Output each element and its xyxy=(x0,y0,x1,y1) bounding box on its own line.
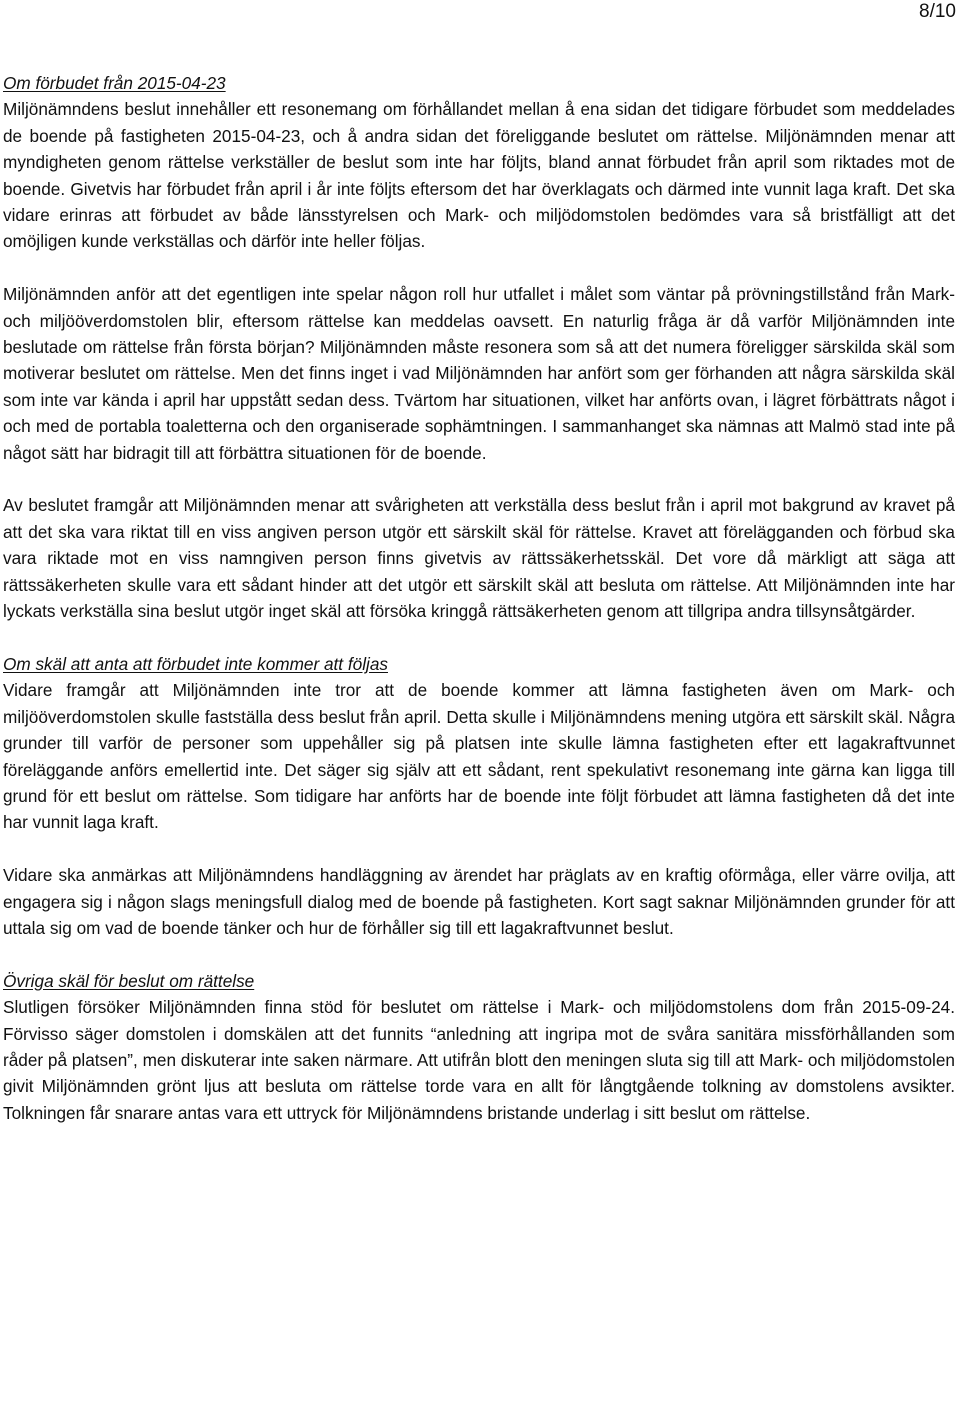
section-paragraph-block xyxy=(3,862,955,941)
section-heading: Om förbudet från 2015-04-23 xyxy=(3,73,226,93)
page-number: 8/10 xyxy=(919,1,956,22)
section-skal-att-anta xyxy=(3,651,955,836)
section-ovriga-skal xyxy=(3,968,955,1126)
section-heading: Övriga skäl för beslut om rättelse xyxy=(3,970,255,991)
section-paragraph: Slutligen försöker Miljönämnden finna stöd för beslutet om rättelse i Mark- och miljödomstolens dom från 2015-09-24. Förvisso säger domstolen i domskälen att det funnits “anledning att ingripa mot de svåra sanitära missförhållanden som råder på platsen”, men diskuterar inte saken närmare. Att utifrån blott den meningen sluta sig till att Mark- och miljödomstolen givit Miljönämnden grönt ljus att besluta om rättelse torde vara en allt för långtgående tolkning av domstolens avsikter. Tolkningen får snarare antas vara ett uttryck för Miljönämndens bristande underlag i sitt beslut om rättelse. xyxy=(3,997,955,1123)
section-paragraph: Av beslutet framgår att Miljönämnden menar att svårigheten att verkställa dess beslut från i april mot bakgrund av kravet på att det ska vara riktat till en viss angiven person utgör ett särskilt skäl för rättelse. Kravet att förelägganden och förbud ska vara riktade mot en viss namngiven person finns givetvis av rättssäkerhetsskäl. Det vore då märkligt att säga att rättssäkerheten skulle vara ett sådant hinder att det utgör ett särskilt skäl att besluta om rättelse. Att Miljönämnden inte har lyckats verkställa sina beslut utgör inget skäl att försöka kringgå rättsäkerheten genom att tillgripa andra tillsynsåtgärder. xyxy=(3,495,955,622)
section-paragraph-block xyxy=(3,281,955,466)
section-paragraph-block xyxy=(3,492,955,624)
section-heading: Om skäl att anta att förbudet inte kommer att följas xyxy=(3,653,388,674)
section-forbud-2015-04-23 xyxy=(3,70,955,255)
section-paragraph: Miljönämndens beslut innehåller ett resonemang om förhållandet mellan å ena sidan det tidigare förbudet som meddelades de boende på fastigheten 2015-04-23, och å andra sidan det föreliggande beslutet om rättelse. Miljönämnden menar att myndigheten genom rättelse verkställer de beslut som inte har följts, bland annat förbudet från april som riktades mot de boende. Givetvis har förbudet från april i år inte följts eftersom det har överklagats och därmed inte vunnit laga kraft. Det ska vidare erinras att förbudet av både länsstyrelsen och Mark- och miljödomstolen bedömdes vara så bristfälligt att det omöjligen kunde verkställas och därför inte heller följas. xyxy=(3,99,955,252)
section-paragraph: Vidare ska anmärkas att Miljönämndens handläggning av ärendet har präglats av en kraftig oförmåga, eller värre ovilja, att engagera sig i någon slags meningsfull dialog med de boende på fastigheten. Kort sagt saknar Miljönämnden grunder för att uttala sig om vad de boende tänker och hur de förhåller sig till ett lagakraftvunnet beslut. xyxy=(3,865,955,938)
section-paragraph: Vidare framgår att Miljönämnden inte tror att de boende kommer att lämna fastigheten även om Mark- och miljööverdomstolen skulle fastställa dess beslut från april. Detta skulle i Miljönämndens mening utgöra ett särskilt skäl. Några grunder till varför de personer som uppehåller sig på platsen inte skulle lämna fastigheten efter ett lagakraftvunnet föreläggande anförs emellertid inte. Det säger sig själv att ett sådant, rent spekulativt resonemang inte gärna kan ligga till grund för ett beslut om rättelse. Som tidigare har anförts har de boende inte följt förbudet att lämna fastigheten då det inte har vunnit laga kraft. xyxy=(3,680,955,833)
section-paragraph: Miljönämnden anför att det egentligen inte spelar någon roll hur utfallet i målet som väntar på prövningstillstånd från Mark- och miljööverdomstolen blir, eftersom rättelse kan meddelas oavsett. En naturlig fråga är då varför Miljönämnden inte beslutade om rättelse från första början? Miljönämnden måste resonera som så att det numera föreligger särskilda skäl som motiverar beslutet om rättelse. Men det finns inget i vad Miljönämnden har anfört som ger förhanden att några särskilda skäl som inte var kända i april har uppstått sedan dess. Tvärtom har situationen, vilket har anförts ovan, i lägret förbättrats något i och med de portabla toaletterna och den organiserade sophämtningen. I sammanhanget ska nämnas att Malmö stad inte på något sätt har bidragit till att förbättra situationen för de boende. xyxy=(3,284,955,463)
document-body xyxy=(3,70,955,1153)
